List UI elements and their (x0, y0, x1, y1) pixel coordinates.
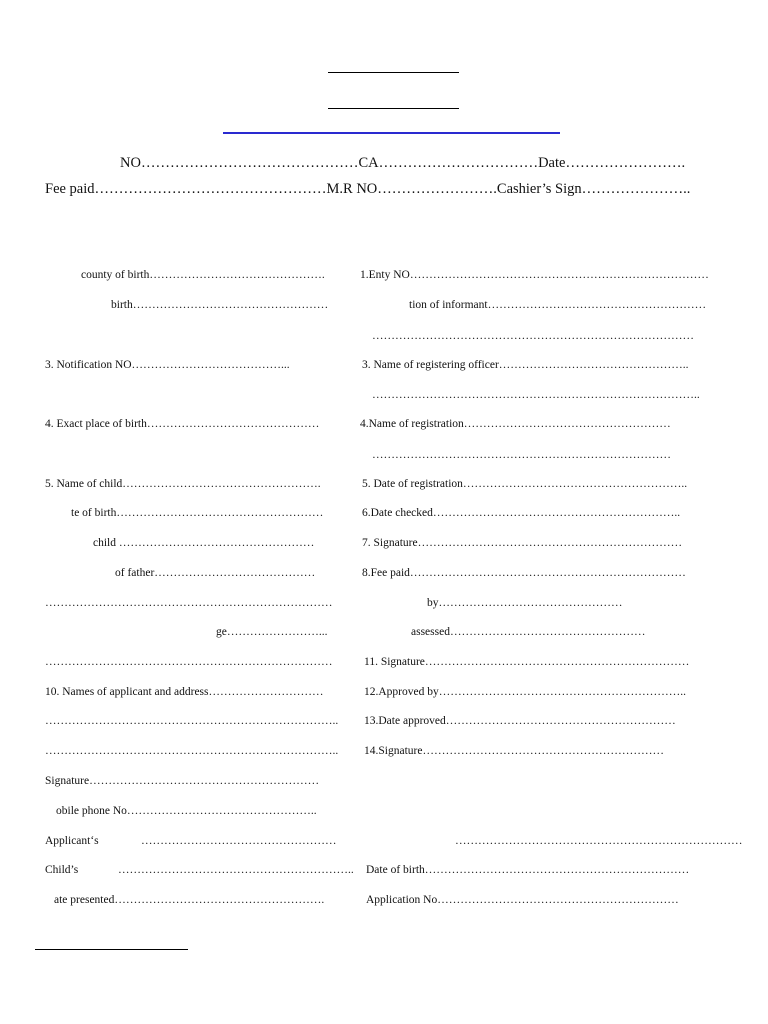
approved-by-field[interactable]: 12.Approved by……………………………………………………….. (364, 686, 686, 698)
childs-field[interactable]: …………………………………………………….. (118, 864, 354, 876)
signature-7-field[interactable]: 7. Signature…………………………………………………………… (362, 537, 683, 549)
registering-officer-field[interactable]: 3. Name of registering officer………………………………………….. (362, 359, 689, 371)
blank-line-d[interactable]: ………………………………………………………………….. (45, 745, 339, 757)
informant-blank-line[interactable]: ………………………………………………………………………… (372, 330, 694, 342)
title-underline-1 (328, 72, 459, 73)
fee-paid-field[interactable]: 8.Fee paid……………………………………………………………… (362, 567, 686, 579)
name-of-registration-field[interactable]: 4.Name of registration……………………………………………… (360, 418, 671, 430)
date-of-birth-field[interactable]: te of birth……………………………………………… (71, 507, 324, 519)
exact-place-of-birth-field[interactable]: 4. Exact place of birth……………………………………… (45, 418, 320, 430)
header-line-no-ca-date: NO………………………………………CA……………………………Date……………………. (120, 155, 686, 171)
blank-line-b[interactable]: ………………………………………………………………… (45, 656, 333, 668)
date-checked-field[interactable]: 6.Date checked……………………………………………………….. (362, 507, 681, 519)
applicant-names-address-field[interactable]: 10. Names of applicant and address………………………… (45, 686, 324, 698)
signature-field[interactable]: Signature…………………………………………………… (45, 775, 320, 787)
applicants-label: Applicant‘s (45, 835, 99, 847)
informant-field[interactable]: tion of informant………………………………………………… (409, 299, 707, 311)
mobile-phone-field[interactable]: obile phone No………………………………………….. (56, 805, 317, 817)
title-underline-2 (328, 108, 459, 109)
blank-line-a[interactable]: ………………………………………………………………… (45, 597, 333, 609)
applicants-field[interactable]: …………………………………………… (141, 835, 337, 847)
age-field[interactable]: ge……………………... (216, 626, 328, 638)
date-approved-field[interactable]: 13.Date approved…………………………………………………… (364, 715, 676, 727)
father-field[interactable]: of father…………………………………… (115, 567, 316, 579)
title-underline-blue (223, 132, 560, 134)
header-line-fee-mr-cashier: Fee paid…………………………………………M.R NO…………………….Cashier’s Sign………………….. (45, 181, 691, 197)
child-field[interactable]: child …………………………………………… (93, 537, 315, 549)
name-of-child-field[interactable]: 5. Name of child……………………………………………. (45, 478, 321, 490)
registering-officer-blank-line[interactable]: ………………………………………………………………………….. (372, 389, 700, 401)
birth-field[interactable]: birth…………………………………………… (111, 299, 329, 311)
registration-blank-line[interactable]: …………………………………………………………………… (372, 449, 671, 461)
assessed-field[interactable]: assessed…………………………………………… (411, 626, 646, 638)
footnote-rule (35, 949, 188, 950)
blank-line-c[interactable]: ………………………………………………………………….. (45, 715, 339, 727)
date-of-birth-right-field[interactable]: Date of birth…………………………………………………………… (366, 864, 690, 876)
notification-no-field[interactable]: 3. Notification NO…………………………………... (45, 359, 290, 371)
application-no-field[interactable]: Application No……………………………………………………… (366, 894, 679, 906)
applicants-right-blank-line[interactable]: ………………………………………………………………… (455, 835, 743, 847)
signature-11-field[interactable]: 11. Signature…………………………………………………………… (364, 656, 690, 668)
entry-no-field[interactable]: 1.Enty NO…………………………………………………………………… (360, 269, 709, 281)
date-presented-field[interactable]: ate presented………………………………………………. (54, 894, 325, 906)
date-of-registration-field[interactable]: 5. Date of registration………………………………………………….. (362, 478, 688, 490)
signature-14-field[interactable]: 14.Signature……………………………………………………… (364, 745, 664, 757)
childs-label: Child’s (45, 864, 79, 876)
county-of-birth-field[interactable]: county of birth………………………………………. (81, 269, 325, 281)
by-field[interactable]: by………………………………………… (427, 597, 623, 609)
